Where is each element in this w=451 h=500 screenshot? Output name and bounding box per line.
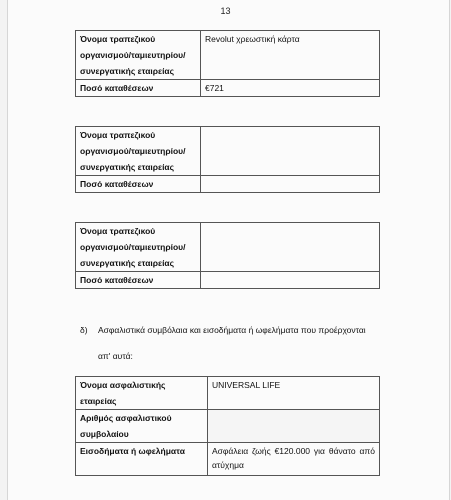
bank-name-value: [201, 223, 380, 272]
table-row: [76, 80, 380, 97]
section-letter: δ): [80, 325, 88, 335]
deposit-amount-value: €721: [201, 80, 380, 97]
table-row: [76, 272, 380, 289]
insurance-section-heading: [80, 317, 410, 369]
deposit-amount-label: Ποσό καταθέσεων: [76, 272, 201, 289]
table-row: [76, 176, 380, 193]
income-benefits-label: Εισοδήματα ή ωφελήματα: [76, 443, 208, 476]
table-row: [76, 410, 380, 443]
deposit-amount-label: Ποσό καταθέσεων: [76, 80, 201, 97]
table-row: [76, 31, 380, 80]
page-number: 13: [220, 6, 231, 16]
table-row: [76, 443, 380, 476]
table-row: [76, 127, 380, 176]
insurer-name-label: Όνομα ασφαλιστικής εταιρείας: [76, 377, 208, 410]
deposit-amount-value: [201, 176, 380, 193]
section-text-line-1: Ασφαλιστικά συμβόλαια και εισοδήματα ή ωφελήματα που προέρχονται: [98, 325, 366, 335]
bank-name-value: Revolut χρεωστική κάρτα: [201, 31, 380, 80]
section-text-line-2: απ' αυτά:: [98, 351, 133, 361]
bank-name-label: Όνομα τραπεζικού οργανισμού/ταμιευτηρίου/ συνεργατικής εταιρείας: [76, 223, 201, 272]
insurance-table: [75, 376, 380, 476]
deposit-amount-label: Ποσό καταθέσεων: [76, 176, 201, 193]
policy-number-label: Αριθμός ασφαλιστικού συμβολαίου: [76, 410, 208, 443]
bank-name-value: [201, 127, 380, 176]
bank-account-table-3: [75, 222, 380, 289]
bank-name-label: Όνομα τραπεζικού οργανισμού/ταμιευτηρίου/ συνεργατικής εταιρείας: [76, 31, 201, 80]
income-benefits-value: Ασφάλεια ζωής €120.000 για θάνατο από ατύχημα: [208, 443, 380, 476]
bank-account-table-2: [75, 126, 380, 193]
policy-number-value: [208, 410, 380, 443]
bank-name-label: Όνομα τραπεζικού οργανισμού/ταμιευτηρίου/ συνεργατικής εταιρείας: [76, 127, 201, 176]
insurer-name-value: UNIVERSAL LIFE: [208, 377, 380, 410]
table-row: [76, 223, 380, 272]
deposit-amount-value: [201, 272, 380, 289]
bank-account-table-1: [75, 30, 380, 97]
table-row: [76, 377, 380, 410]
